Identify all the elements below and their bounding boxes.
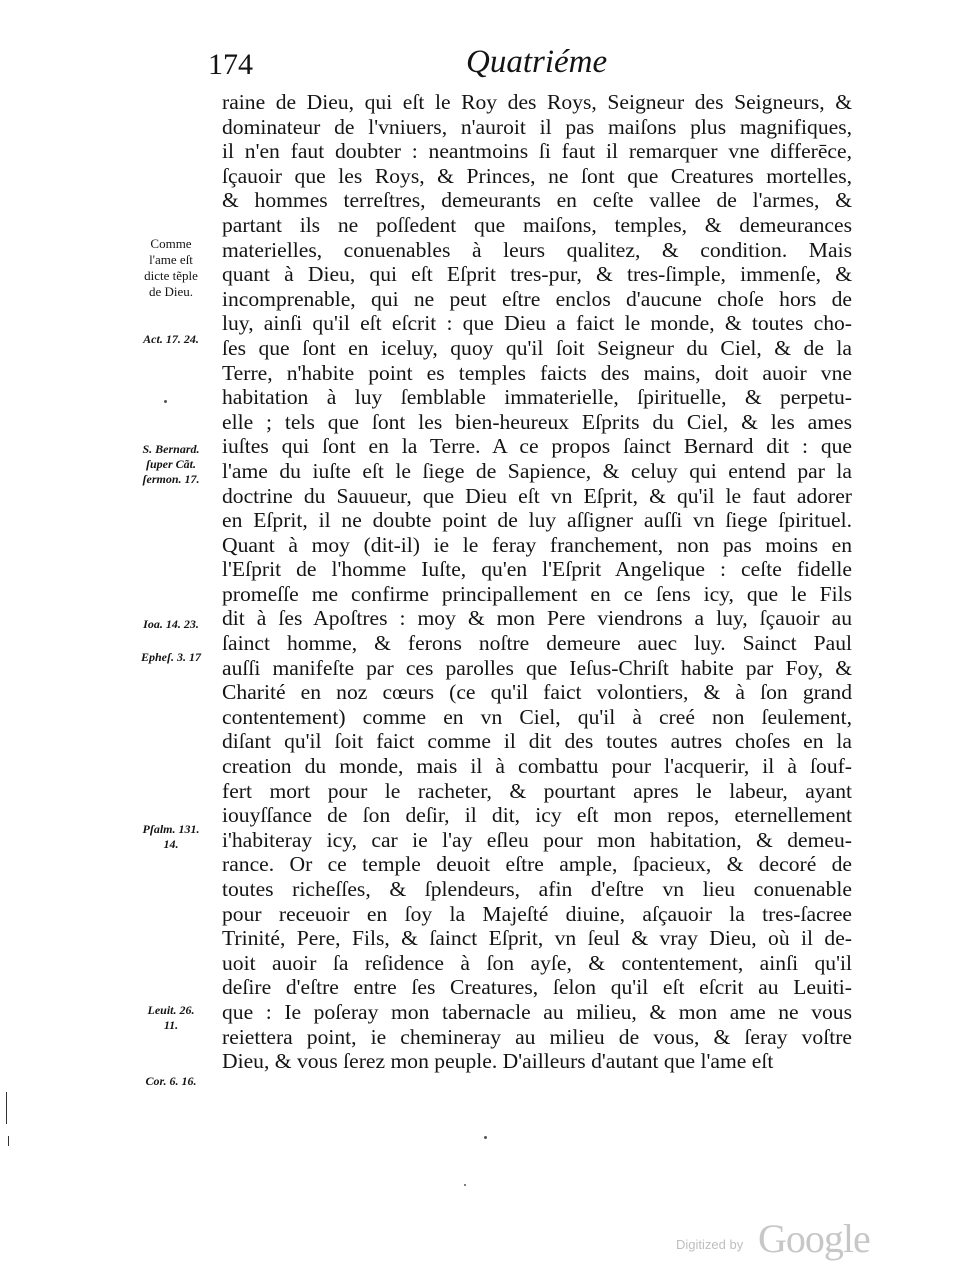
text-line: quant à Dieu, qui eſt Eſprit tres-pur, & tres-ſimple, immenſe, & xyxy=(222,262,852,287)
text-line: incomprenable, qui ne peut eſtre enclos d'aucune choſe hors de xyxy=(222,286,852,311)
text-line: ſainct homme, & ferons noſtre demeure auec luy. Sainct Paul xyxy=(222,631,852,656)
running-head: Quatriéme xyxy=(466,44,608,80)
margin-note-line: ſuper Cãt. xyxy=(145,457,196,471)
text-line: fert mort pour le racheter, & pourtant apres le labeur, ayant xyxy=(222,778,852,803)
margin-note-line: dicte tẽple xyxy=(144,268,198,283)
margin-note-line: S. Bernard. xyxy=(142,442,200,456)
text-line: en Eſprit, il ne doubte point de luy aſſigner auſſi vn ſiege ſpirituel. xyxy=(222,508,852,533)
watermark-google-logo: Google xyxy=(758,1216,870,1261)
margin-note-ref xyxy=(130,650,212,665)
page-number: 174 xyxy=(208,48,253,81)
ink-speck xyxy=(164,400,167,403)
text-line: iuſtes qui ſont en la Terre. A ce propos ſainct Bernard dit : que xyxy=(222,434,852,459)
text-line: & hommes terreſtres, demeurants en ceſte vallee de l'armes, & xyxy=(222,188,852,213)
text-line: reiettera point, ie chemineray au milieu de vous, & ſeray voſtre xyxy=(222,1024,852,1049)
margin-note-ref xyxy=(130,442,212,487)
text-line: doctrine du Sauueur, que Dieu eſt vn Eſprit, & qu'il le faut adorer xyxy=(222,483,852,508)
text-line: il n'en faut doubter : neantmoins ſi faut il remarquer vne differēce, xyxy=(222,139,852,164)
margin-note-line: 11. xyxy=(163,1018,179,1032)
text-line: luy, ainſi qu'il eſt eſcrit : que Dieu a faict le monde, & toutes cho- xyxy=(222,311,852,336)
text-line: Charité en noz cœurs (ce qu'il faict volontiers, & à ſon grand xyxy=(222,680,852,705)
text-line: l'Eſprit de l'homme Iuſte, qu'en l'Eſprit Angelique : ceſte fidelle xyxy=(222,557,852,582)
text-line: partant ils ne poſſedent que maiſons, temples, & demeurances xyxy=(222,212,852,237)
text-line: Quant à moy (dit-il) ie le feray franchement, non pas moins en xyxy=(222,532,852,557)
margin-note-line: 14. xyxy=(163,837,179,851)
ink-speck xyxy=(484,1136,487,1139)
text-line: Trinité, Pere, Fils, & ſainct Eſprit, vn ſeul & vray Dieu, où il de- xyxy=(222,926,852,951)
margin-note-line: Epheſ. 3. 17 xyxy=(141,650,201,664)
margin-note-line: Comme xyxy=(150,236,192,251)
margin-note-ref xyxy=(130,617,212,632)
margin-note-ref xyxy=(130,1074,212,1089)
ink-speck xyxy=(464,1184,466,1186)
text-line: uoit auoir ſa reſidence à ſon ayſe, & contentement, ainſi qu'il xyxy=(222,950,852,975)
margin-note-line: Leuit. 26. xyxy=(147,1003,195,1017)
margin-note-line: ſermon. 17. xyxy=(142,472,200,486)
digitized-by-google-watermark xyxy=(676,1215,876,1259)
text-line: auſſi manifeſte par ces parolles que Ieſus-Chriſt habite par Foy, & xyxy=(222,655,852,680)
text-line: pour receuoir en ſoy la Majeſté diuine, aſçauoir la tres-ſacree xyxy=(222,901,852,926)
text-line: Dieu, & vous ſerez mon peuple. D'ailleurs d'autant que l'ame eſt xyxy=(222,1049,774,1074)
text-line: contentement) comme en vn Ciel, qu'il à creé non ſeulement, xyxy=(222,704,852,729)
text-line: dit à ſes Apoſtres : moy & mon Pere viendrons a luy, ſçauoir au xyxy=(222,606,852,631)
text-line: iouyſſance de ſon deſir, il dit, icy eſt mon repos, eternellement xyxy=(222,803,852,828)
margin-note-line: Cor. 6. 16. xyxy=(145,1074,197,1088)
margin-note-line: Pſalm. 131. xyxy=(142,822,200,836)
text-line: que : Ie poſeray mon tabernacle au milieu, & mon ame ne vous xyxy=(222,999,852,1024)
margin-note-line: Ioa. 14. 23. xyxy=(143,617,199,631)
margin-note-line: l'ame eſt xyxy=(149,252,193,267)
margin-note-gloss xyxy=(130,236,212,300)
text-line: i'habiteray icy, car ie l'ay eſleu pour mon habitation, & demeu- xyxy=(222,827,852,852)
text-line: ſes que ſont en iceluy, quoy qu'il ſoit Seigneur du Ciel, & de la xyxy=(222,335,852,360)
text-line: materielles, conuenables à leurs qualitez, & condition. Mais xyxy=(222,237,852,262)
body-text xyxy=(222,90,852,1074)
text-line: deſire d'eſtre entre ſes Creatures, ſelon qu'il eſt eſcrit au Leuiti- xyxy=(222,975,852,1000)
watermark-small-text: Digitized by xyxy=(676,1237,744,1252)
text-line: dominateur de l'vniuers, n'auroit il pas maiſons plus magnifiques, xyxy=(222,114,852,139)
margin-note-line: Act. 17. 24. xyxy=(143,332,199,346)
text-line: elle ; tels que ſont les bien-heureux Eſprits du Ciel, & les ames xyxy=(222,409,852,434)
margin-note-line: de Dieu. xyxy=(148,284,194,299)
text-line: toutes richeſſes, & ſplendeurs, afin d'eſtre vn lieu conuenable xyxy=(222,877,852,901)
margin-note-ref xyxy=(130,1003,212,1033)
margin-note-ref xyxy=(130,332,212,347)
text-line: habitation à luy ſemblable immaterielle, ſpirituelle, & perpetu- xyxy=(222,385,852,410)
page-edge-mark xyxy=(6,1092,7,1124)
page-edge-mark xyxy=(8,1136,9,1146)
text-line: Terre, n'habite point es temples faicts des mains, doit auoir vne xyxy=(222,360,852,385)
text-line: ſçauoir que les Roys, & Princes, ne ſont que Creatures mortelles, xyxy=(222,163,852,188)
text-line: creation du monde, mais il à combattu pour l'acquerir, il à ſouf- xyxy=(222,754,852,779)
text-line: diſant qu'il ſoit faict comme il dit des toutes autres choſes en la xyxy=(222,729,852,754)
text-line: l'ame du iuſte eſt le ſiege de Sapience, & celuy qui entend par la xyxy=(222,458,852,483)
text-line: promeſſe me confirme principallement en ce ſens icy, que le Fils xyxy=(222,581,852,606)
text-line: raine de Dieu, qui eſt le Roy des Roys, Seigneur des Seigneurs, & xyxy=(222,90,852,114)
margin-note-ref xyxy=(130,822,212,852)
text-line: rance. Or ce temple deuoit eſtre ample, ſpacieux, & decoré de xyxy=(222,852,852,877)
